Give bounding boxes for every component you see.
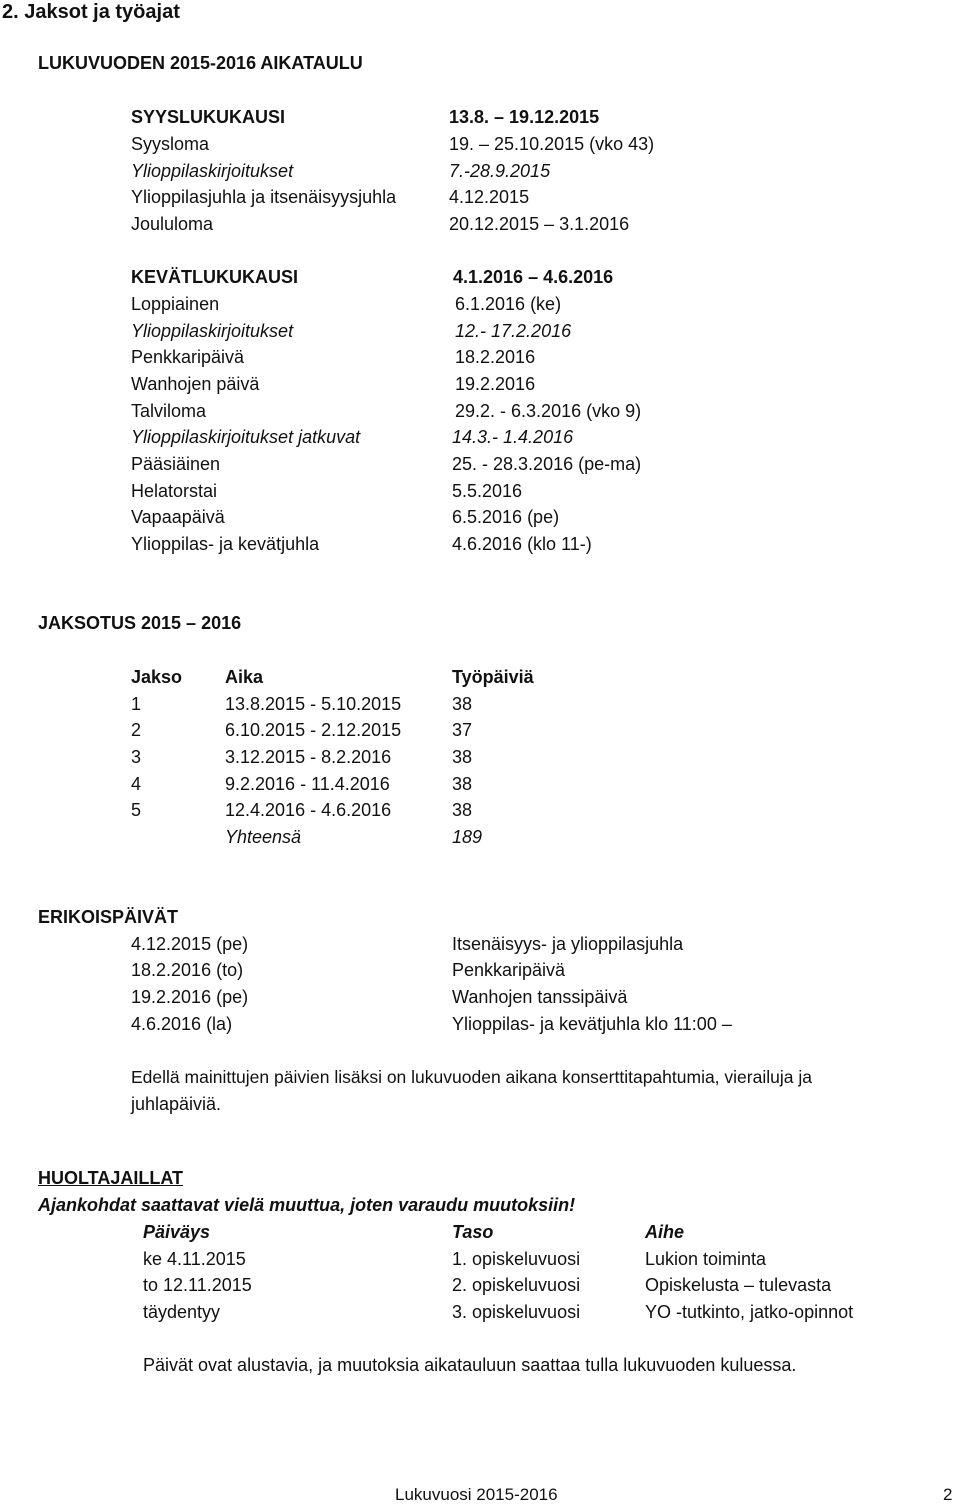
special-day-date: 19.2.2016 (pe) [131, 987, 249, 1007]
spring-row-label: Pääsiäinen [131, 454, 221, 474]
spring-heading: KEVÄTLUKUKAUSI [131, 267, 299, 287]
spring-row-value: 19.2.2016 [455, 374, 536, 394]
special-day-date: 18.2.2016 (to) [131, 960, 244, 980]
autumn-row-label: Syysloma [131, 134, 210, 154]
periods-header-tyopaivia: Työpäiviä [452, 667, 534, 687]
spring-row-value: 6.1.2016 (ke) [455, 294, 562, 314]
spring-row-value: 5.5.2016 [452, 481, 523, 501]
spring-row-label: Vapaapäivä [131, 507, 225, 527]
spring-row-label: Loppiainen [131, 294, 220, 314]
period-days: 38 [452, 774, 473, 794]
guardians-row-date: täydentyy [143, 1302, 221, 1322]
period-dates: 9.2.2016 - 11.4.2016 [225, 774, 390, 794]
spring-row-value: 25. - 28.3.2016 (pe-ma) [452, 454, 642, 474]
special-days-title: ERIKOISPÄIVÄT [38, 907, 179, 927]
spring-row-value: 29.2. - 6.3.2016 (vko 9) [455, 401, 642, 421]
periods-total-label: Yhteensä [225, 827, 302, 847]
period-dates: 3.12.2015 - 8.2.2016 [225, 747, 392, 767]
autumn-row-label: Joululoma [131, 214, 214, 234]
special-day-date: 4.12.2015 (pe) [131, 934, 249, 954]
period-number: 5 [131, 800, 142, 820]
spring-row-label: Penkkaripäivä [131, 347, 245, 367]
spring-row-value: 14.3.- 1.4.2016 [452, 427, 574, 447]
special-days-note-line1: Edellä mainittujen päivien lisäksi on lukuvuoden aikana konserttitapahtumia, vierailuja ja [131, 1067, 812, 1087]
autumn-row-label: Ylioppilasjuhla ja itsenäisyysjuhla [131, 187, 397, 207]
period-dates: 12.4.2016 - 4.6.2016 [225, 800, 392, 820]
guardians-subtitle: Ajankohdat saattavat vielä muuttua, joten varaudu muutoksiin! [38, 1195, 576, 1215]
guardians-header-level: Taso [452, 1222, 494, 1242]
guardians-header-topic: Aihe [645, 1222, 685, 1242]
page-number: 2 [943, 1485, 953, 1504]
periods-header-aika: Aika [225, 667, 264, 687]
period-number: 3 [131, 747, 142, 767]
period-days: 38 [452, 800, 473, 820]
guardians-header-date: Päiväys [143, 1222, 211, 1242]
period-number: 2 [131, 720, 142, 740]
schedule-title: LUKUVUODEN 2015-2016 AIKATAULU [38, 53, 363, 73]
spring-heading-dates: 4.1.2016 – 4.6.2016 [453, 267, 614, 287]
special-day-event: Penkkaripäivä [452, 960, 566, 980]
autumn-row-value: 7.-28.9.2015 [449, 161, 551, 181]
guardians-title: HUOLTAJAILLAT [38, 1168, 183, 1188]
period-number: 4 [131, 774, 142, 794]
special-day-event: Wanhojen tanssipäivä [452, 987, 628, 1007]
spring-row-value: 4.6.2016 (klo 11-) [452, 534, 592, 554]
autumn-heading-dates: 13.8. – 19.12.2015 [449, 107, 600, 127]
period-dates: 13.8.2015 - 5.10.2015 [225, 694, 402, 714]
guardians-row-level: 3. opiskeluvuosi [452, 1302, 581, 1322]
periods-total-value: 189 [452, 827, 483, 847]
guardians-row-topic: Opiskelusta – tulevasta [645, 1275, 832, 1295]
spring-row-label: Ylioppilas- ja kevätjuhla [131, 534, 320, 554]
footer-title: Lukuvuosi 2015-2016 [395, 1485, 558, 1504]
spring-row-value: 18.2.2016 [455, 347, 536, 367]
period-dates: 6.10.2015 - 2.12.2015 [225, 720, 402, 740]
autumn-row-value: 19. – 25.10.2015 (vko 43) [449, 134, 655, 154]
guardians-row-topic: Lukion toiminta [645, 1249, 767, 1269]
spring-row-label: Talviloma [131, 401, 207, 421]
guardians-row-level: 2. opiskeluvuosi [452, 1275, 581, 1295]
special-day-event: Itsenäisyys- ja ylioppilasjuhla [452, 934, 684, 954]
autumn-row-value: 4.12.2015 [449, 187, 530, 207]
special-days-note-line2: juhlapäiviä. [131, 1094, 222, 1114]
section-title: 2. Jaksot ja työajat [2, 1, 180, 23]
period-days: 38 [452, 747, 473, 767]
guardians-row-topic: YO -tutkinto, jatko-opinnot [645, 1302, 854, 1322]
guardians-row-level: 1. opiskeluvuosi [452, 1249, 581, 1269]
spring-row-label: Helatorstai [131, 481, 218, 501]
guardians-note: Päivät ovat alustavia, ja muutoksia aikatauluun saattaa tulla lukuvuoden kuluessa. [143, 1355, 797, 1375]
spring-row-label: Wanhojen päivä [131, 374, 260, 394]
spring-row-value: 6.5.2016 (pe) [452, 507, 560, 527]
autumn-row-value: 20.12.2015 – 3.1.2016 [449, 214, 630, 234]
spring-row-label: Ylioppilaskirjoitukset jatkuvat [131, 427, 361, 447]
periods-header-jakso: Jakso [131, 667, 183, 687]
spring-row-label: Ylioppilaskirjoitukset [131, 321, 294, 341]
autumn-heading: SYYSLUKUKAUSI [131, 107, 286, 127]
guardians-row-date: ke 4.11.2015 [143, 1249, 246, 1269]
period-days: 38 [452, 694, 473, 714]
special-day-event: Ylioppilas- ja kevätjuhla klo 11:00 – [452, 1014, 732, 1034]
periods-title: JAKSOTUS 2015 – 2016 [38, 613, 242, 633]
guardians-row-date: to 12.11.2015 [143, 1275, 252, 1295]
period-days: 37 [452, 720, 473, 740]
special-day-date: 4.6.2016 (la) [131, 1014, 233, 1034]
spring-row-value: 12.- 17.2.2016 [455, 321, 572, 341]
period-number: 1 [131, 694, 142, 714]
autumn-row-label: Ylioppilaskirjoitukset [131, 161, 294, 181]
